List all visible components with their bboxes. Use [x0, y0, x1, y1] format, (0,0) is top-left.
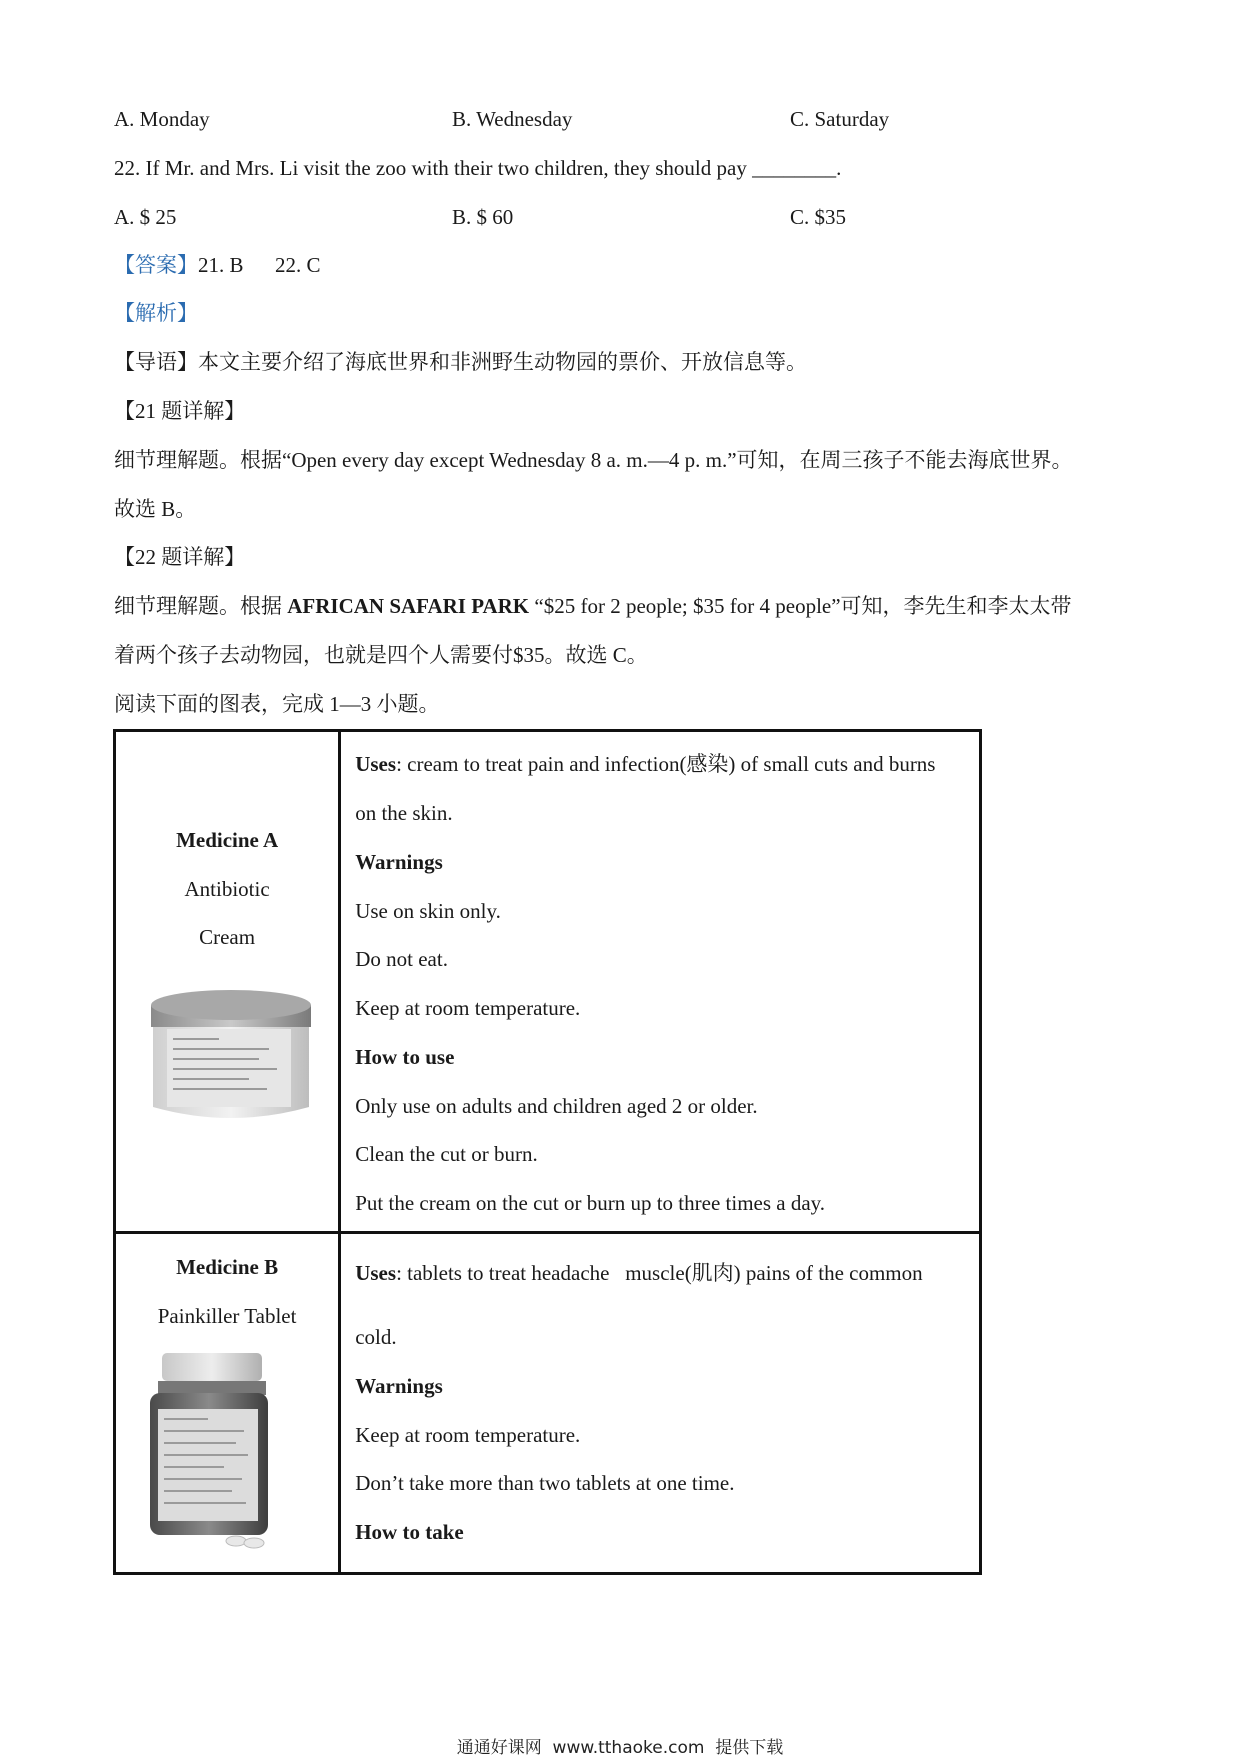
- q22-option-a: A. $ 25: [114, 205, 177, 229]
- medicine-a-name: Medicine A: [176, 828, 279, 852]
- analysis-tag: 【解析】: [114, 301, 198, 325]
- q22-detail-bold: AFRICAN SAFARI PARK: [287, 594, 530, 618]
- answer-text: 21. B 22. C: [198, 253, 321, 277]
- q22-detail-line1: [114, 596, 1072, 617]
- q21-option-c: C. Saturday: [790, 107, 890, 131]
- q22-detail-pre: 细节理解题。根据: [114, 594, 288, 618]
- medicine-b-warning-2: Don’t take more than two tablets at one time.: [355, 1471, 735, 1495]
- medicine-b-uses-text1: : tablets to treat headache muscle(肌肉) pains of the common: [396, 1261, 923, 1285]
- q22-stem: 22. If Mr. and Mrs. Li visit the zoo with their two children, they should pay ________.: [114, 156, 842, 180]
- q22-detail-title: 【22 题详解】: [114, 545, 246, 569]
- medicine-a-warnings-label: Warnings: [355, 850, 443, 874]
- medicine-table: [113, 729, 982, 1575]
- q22-option-c: C. $35: [790, 205, 847, 229]
- medicine-a-how-1: Only use on adults and children aged 2 or older.: [355, 1094, 758, 1118]
- medicine-b-row: [115, 1233, 981, 1574]
- medicine-a-uses-text1: : cream to treat pain and infection(感染) of small cuts and burns: [396, 752, 936, 776]
- q22-detail-post: “$25 for 2 people; $35 for 4 people”可知，李先生和李太太带: [529, 594, 1072, 618]
- medicine-a-row: [115, 731, 981, 1233]
- q21-detail-line1: 细节理解题。根据“Open every day except Wednesday 8 a. m.—4 p. m.”可知，在周三孩子不能去海底世界。: [114, 448, 1073, 472]
- medicine-a-warning-1: Use on skin only.: [355, 899, 501, 923]
- cream-jar-image: [149, 987, 313, 1125]
- medicine-b-info-cell: [340, 1233, 981, 1574]
- medicine-a-uses-line2: on the skin.: [355, 801, 453, 825]
- medicine-b-uses-line2: cold.: [355, 1325, 397, 1349]
- medicine-b-warning-1: Keep at room temperature.: [355, 1423, 581, 1447]
- medicine-b-warnings-label: Warnings: [355, 1374, 443, 1398]
- q21-option-b: B. Wednesday: [452, 107, 573, 131]
- intro-text: 【导语】本文主要介绍了海底世界和非洲野生动物园的票价、开放信息等。: [114, 350, 807, 374]
- medicine-b-name: Medicine B: [176, 1255, 279, 1279]
- medicine-b-uses-label: Uses: [355, 1261, 397, 1285]
- medicine-b-type1: Painkiller Tablet: [157, 1304, 297, 1328]
- medicine-b-how-label: How to take: [355, 1520, 464, 1544]
- medicine-b-uses-line1: [355, 1263, 922, 1284]
- q21-detail-line2: 故选 B。: [114, 497, 197, 521]
- reading-prompt: 阅读下面的图表，完成 1—3 小题。: [114, 692, 440, 716]
- medicine-a-warning-3: Keep at room temperature.: [355, 996, 581, 1020]
- q22-detail-line2: 着两个孩子去动物园，也就是四个人需要付$35。故选 C。: [114, 643, 648, 667]
- medicine-a-how-label: How to use: [355, 1045, 455, 1069]
- q21-option-a: A. Monday: [114, 107, 210, 131]
- answer-line: [114, 255, 321, 276]
- q21-detail-title: 【21 题详解】: [114, 399, 246, 423]
- answer-tag: 【答案】: [114, 253, 198, 277]
- medicine-a-type2: Cream: [199, 925, 256, 949]
- medicine-a-uses-label: Uses: [355, 752, 397, 776]
- medicine-a-info-cell: [340, 731, 981, 1233]
- q22-option-b: B. $ 60: [452, 205, 514, 229]
- medicine-a-label-cell: [115, 731, 340, 1233]
- medicine-a-how-3: Put the cream on the cut or burn up to three times a day.: [355, 1191, 826, 1215]
- page-footer: 通通好课网 www.tthaoke.com 提供下载: [456, 1738, 784, 1758]
- medicine-a-warning-2: Do not eat.: [355, 947, 448, 971]
- tablet-bottle-image: [148, 1351, 276, 1551]
- medicine-a-uses-line1: [355, 754, 935, 775]
- medicine-a-type1: Antibiotic: [184, 877, 270, 901]
- medicine-b-label-cell: [115, 1233, 340, 1574]
- medicine-a-how-2: Clean the cut or burn.: [355, 1142, 538, 1166]
